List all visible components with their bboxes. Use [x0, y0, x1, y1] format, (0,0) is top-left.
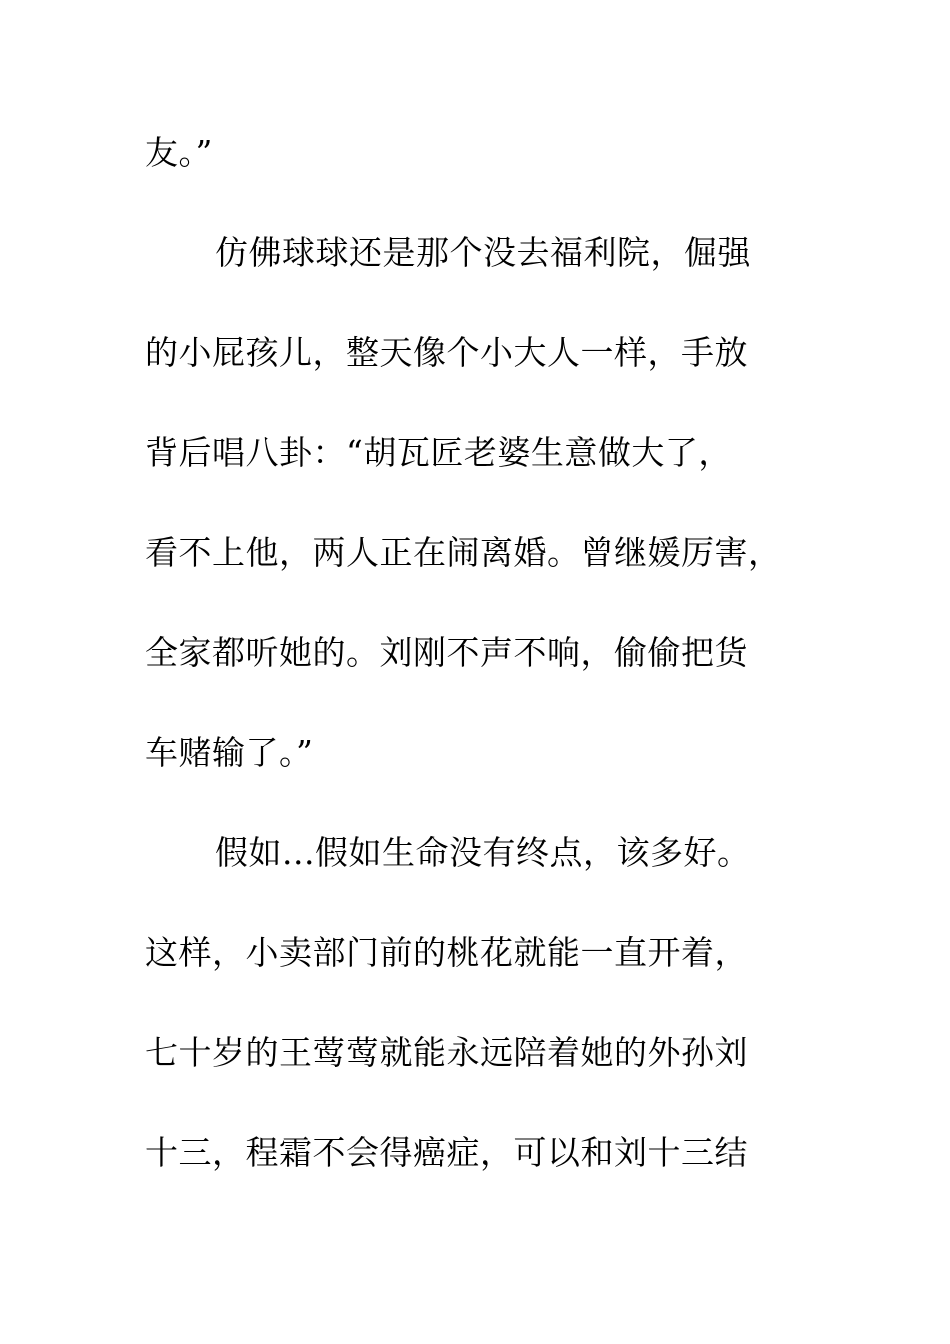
text-line-11: 十三，程霜不会得癌症，可以和刘十三结 — [145, 1133, 748, 1172]
text-line-10: 七十岁的王莺莺就能永远陪着她的外孙刘 — [145, 1033, 748, 1072]
text-line-3: 的小屁孩儿，整天像个小大人一样，手放 — [145, 333, 748, 372]
text-line-9: 这样，小卖部门前的桃花就能一直开着， — [145, 933, 748, 972]
text-line-4: 背后唱八卦：“胡瓦匠老婆生意做大了， — [145, 433, 732, 472]
paragraph-start-line-2: 仿佛球球还是那个没去福利院，倔强 — [215, 233, 751, 272]
text-line-6: 全家都听她的。刘刚不声不响，偷偷把货 — [145, 633, 748, 672]
text-line-7: 车赌输了。” — [145, 733, 314, 772]
text-line-1: 友。” — [145, 133, 213, 172]
text-line-5: 看不上他，两人正在闹离婚。曾继媛厉害， — [145, 533, 782, 572]
paragraph-start-line-8: 假如...假如生命没有终点，该多好。 — [215, 833, 751, 872]
